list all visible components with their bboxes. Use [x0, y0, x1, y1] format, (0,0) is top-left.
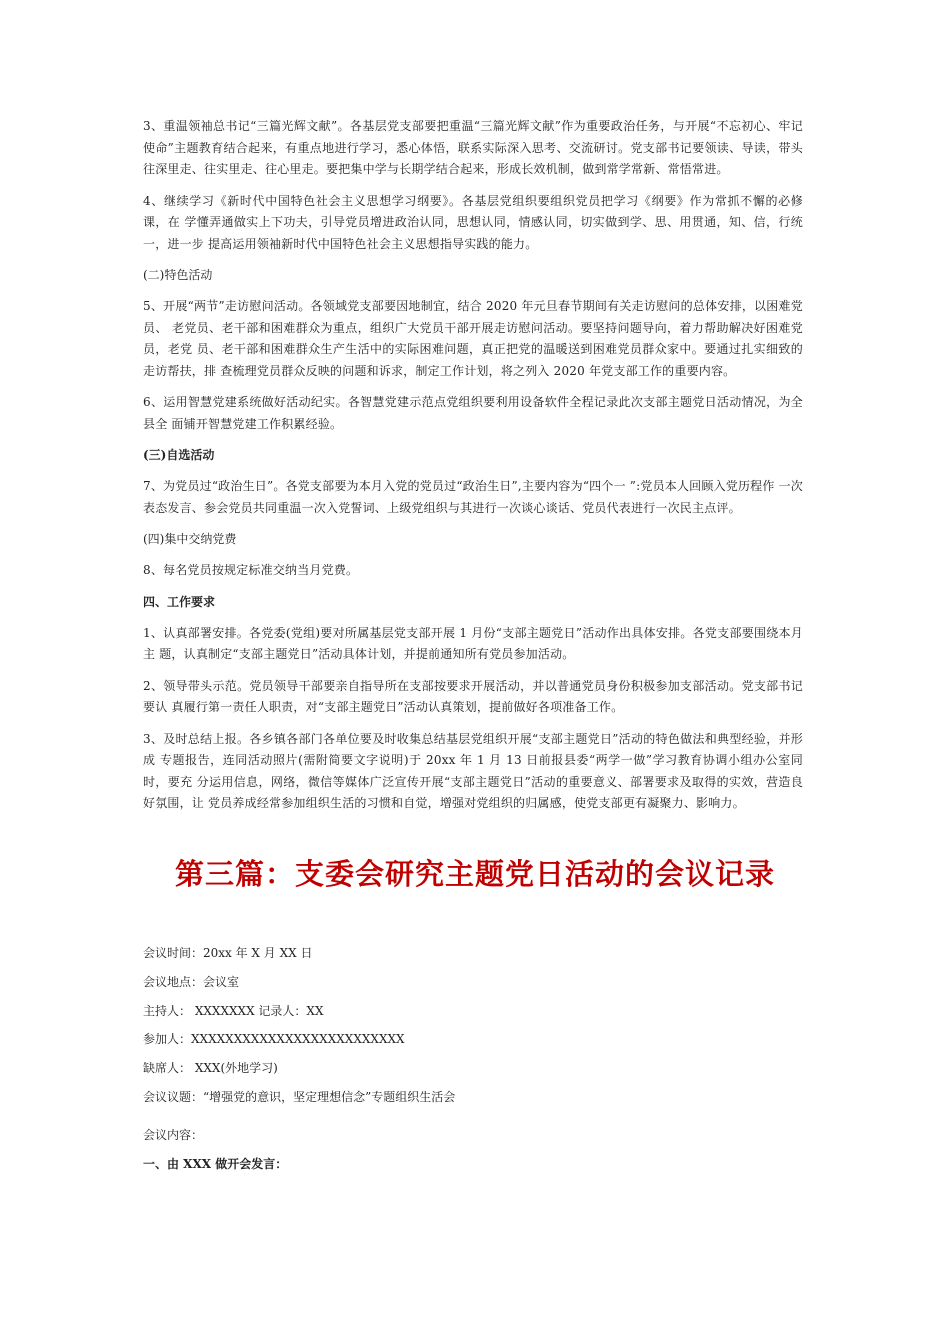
meeting-topic: 会议议题：“增强党的意识，坚定理想信念”专题组织生活会	[143, 1089, 456, 1104]
document-body	[143, 116, 803, 825]
paragraph-4: 4、继续学习《新时代中国特色社会主义思想学习纲要》。各基层党组织要组织党员把学习《纲要》作为常抓不懈的必修课，在 学懂弄通做实上下功夫，引导党员增进政治认同，思想认同，情感认同，切实做到学、思、用贯通，知、信，行统一，进一步 提高运用领袖新时代中国特色社会主义思想指导实践的能力。	[143, 193, 803, 251]
meeting-record	[143, 944, 803, 1184]
paragraph-7: 7、为党员过“政治生日”。各党支部要为本月入党的党员过“政治生日”,主要内容为“四个一 ”:党员本人回顾入党历程作 一次表态发言、参会党员共同重温一次入党誓词、上级党组织与其进行一次谈心谈话、党员代表进行一次民主点评。	[143, 479, 803, 515]
meeting-host: 主持人： XXXXXXX 记录人：XX	[143, 1003, 324, 1018]
meeting-first-item: 一、由 XXX 做开会发言：	[143, 1156, 288, 1171]
section-heading-work-requirements: 四、工作要求	[143, 594, 216, 609]
paragraph-5: 5、开展“两节”走访慰问活动。各领域党支部要因地制宜，结合 2020 年元旦春节期间有关走访慰问的总体安排，以困难党员、 老党员、老干部和困难群众为重点，组织广大党员干部开展走访慰问活动。要坚持问题导向，着力帮助解决好困难党员，老党 员、老干部和困难群众生产生活中的实际困难问题，真正把党的温暖送到困难党员群众家中。要通过扎实细致的走访帮扶，排 查梳理党员群众反映的问题和诉求，制定工作计划，将之列入 2020 年党支部工作的重要内容。	[143, 299, 803, 378]
meeting-attendees: 参加人：XXXXXXXXXXXXXXXXXXXXXXXXX	[143, 1032, 405, 1047]
meeting-place: 会议地点：会议室	[143, 974, 240, 989]
subheading-optional-activities: (三)自选活动	[143, 448, 215, 462]
meeting-time: 会议时间：20xx 年 X 月 XX 日	[143, 946, 313, 960]
requirement-3: 3、及时总结上报。各乡镇各部门各单位要及时收集总结基层党组织开展“支部主题党日”活动的特色做法和典型经验，并形成 专题报告，连同活动照片(需附简要文字说明)于 20xx 年 1 月 13 日前报县委“两学一做”学习教育协调小组办公室同时，要充 分运用信息，网络，微信等媒体广泛宣传开展“支部主题党日”活动的重要意义、部署要求及取得的实效，营造良好氛围，让 党员养成经常参加组织生活的习惯和自觉，增强对党组织的归属感，使党支部更有凝聚力、影响力。	[143, 731, 803, 810]
requirement-2: 2、领导带头示范。党员领导干部要亲自指导所在支部按要求开展活动，并以普通党员身份积极参加支部活动。党支部书记要认 真履行第一责任人职责，对“支部主题党日”活动认真策划，提前做好各项准备工作。	[143, 678, 803, 714]
meeting-absent: 缺席人： XXX(外地学习)	[143, 1061, 278, 1076]
requirement-1: 1、认真部署安排。各党委(党组)要对所属基层党支部开展 1 月份“支部主题党日”活动作出具体安排。各党支部要围绕本月主 题，认真制定“支部主题党日”活动具体计划，并提前通知所有党员参加活动。	[143, 625, 803, 661]
chapter-title: 第三篇：支委会研究主题党日活动的会议记录	[174, 857, 775, 891]
paragraph-3: 3、重温领袖总书记“三篇光辉文献”。各基层党支部要把重温“三篇光辉文献”作为重要政治任务，与开展“不忘初心、牢记使命”主题教育结合起来，有重点地进行学习，悉心体悟，联系实际深入思考、交流研讨。党支部书记要领读、导读，带头往深里走、往实里走、往心里走。要把集中学与长期学结合起来，形成长效机制，做到常学常新、常悟常进。	[143, 119, 803, 176]
subheading-party-dues: (四)集中交纳党费	[143, 532, 237, 546]
paragraph-8: 8、每名党员按规定标准交纳当月党费。	[143, 563, 359, 577]
meeting-content-label: 会议内容：	[143, 1127, 204, 1142]
subheading-special-activities: (二)特色活动	[143, 268, 213, 282]
paragraph-6: 6、运用智慧党建系统做好活动纪实。各智慧党建示范点党组织要利用设备软件全程记录此次支部主题党日活动情况，为全县全 面铺开智慧党建工作积累经验。	[143, 395, 803, 431]
